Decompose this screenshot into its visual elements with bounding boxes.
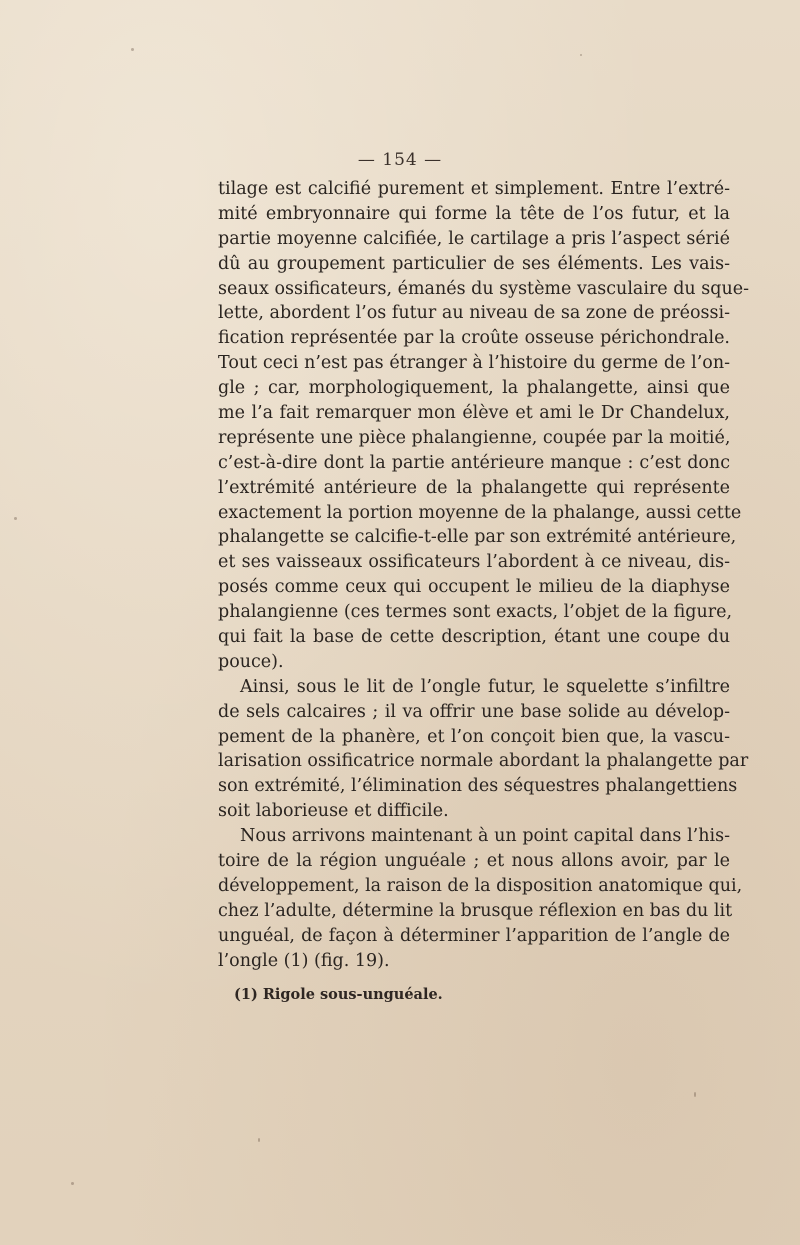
body-text: [218, 177, 749, 974]
paper-speck: [258, 1138, 260, 1142]
text-line: gle ; car, morphologiquement, la phalangette, ainsi que: [218, 378, 730, 399]
text-line: pouce).: [218, 651, 284, 672]
text-line: Ainsi, sous le lit de l’ongle futur, le squelette s’infiltre: [240, 676, 730, 697]
paper-speck: [131, 48, 134, 51]
text-line: c’est-à-dire dont la partie antérieure manque : c’est donc: [218, 452, 730, 473]
text-line: soit laborieuse et difficile.: [218, 801, 449, 822]
text-line: exactement la portion moyenne de la phalange, aussi cette: [218, 502, 742, 523]
text-line: dû au groupement particulier de ses éléments. Les vais-: [218, 253, 730, 274]
text-line: unguéal, de façon à déterminer l’apparition de l’angle de: [218, 925, 730, 946]
text-line: son extrémité, l’élimination des séquestres phalangettiens: [218, 776, 738, 797]
text-line: fication représentée par la croûte osseuse périchondrale.: [218, 328, 730, 349]
text-line: développement, la raison de la disposition anatomique qui,: [218, 875, 743, 896]
text-line: seaux ossificateurs, émanés du système vasculaire du sque-: [218, 278, 749, 299]
text-line: représente une pièce phalangienne, coupée par la moitié,: [218, 427, 731, 448]
text-line: tilage est calcifié purement et simplement. Entre l’extré-: [218, 179, 730, 199]
text-line: chez l’adulte, détermine la brusque réflexion en bas du lit: [218, 900, 733, 921]
text-line: lette, abordent l’os futur au niveau de sa zone de préossi-: [218, 303, 730, 324]
text-line: et ses vaisseaux ossificateurs l’abordent à ce niveau, dis-: [218, 552, 730, 573]
text-line: l’ongle (1) (fig. 19).: [218, 950, 390, 971]
text-line: de sels calcaires ; il va offrir une base solide au dévelop-: [218, 701, 730, 722]
paper-speck: [580, 54, 582, 56]
text-line: qui fait la base de cette description, étant une coupe du: [218, 627, 730, 648]
text-line: larisation ossificatrice normale abordant la phalangette par: [218, 751, 749, 772]
footnote: (1) Rigole sous-unguéale.: [234, 986, 443, 1003]
text-line: me l’a fait remarquer mon élève et ami le Dr Chandelux,: [218, 403, 730, 424]
text-line: Tout ceci n’est pas étranger à l’histoire du germe de l’on-: [218, 353, 730, 374]
page-number: — 154 —: [357, 150, 443, 170]
text-line: toire de la région unguéale ; et nous allons avoir, par le: [218, 851, 730, 872]
text-line: posés comme ceux qui occupent le milieu de la diaphyse: [218, 577, 730, 598]
paper-speck: [14, 517, 17, 520]
text-line: mité embryonnaire qui forme la tête de l’os futur, et la: [218, 203, 730, 224]
text-line: Nous arrivons maintenant à un point capital dans l’his-: [240, 826, 730, 847]
text-line: partie moyenne calcifiée, le cartilage a pris l’aspect sérié: [218, 228, 730, 249]
text-line: phalangette se calcifie-t-elle par son extrémité antérieure,: [218, 527, 737, 548]
text-line: phalangienne (ces termes sont exacts, l’objet de la figure,: [218, 602, 733, 623]
text-line: pement de la phanère, et l’on conçoit bien que, la vascu-: [218, 726, 730, 747]
paper-speck: [694, 1092, 696, 1097]
paper-speck: [71, 1182, 74, 1185]
text-line: l’extrémité antérieure de la phalangette qui représente: [218, 477, 730, 498]
